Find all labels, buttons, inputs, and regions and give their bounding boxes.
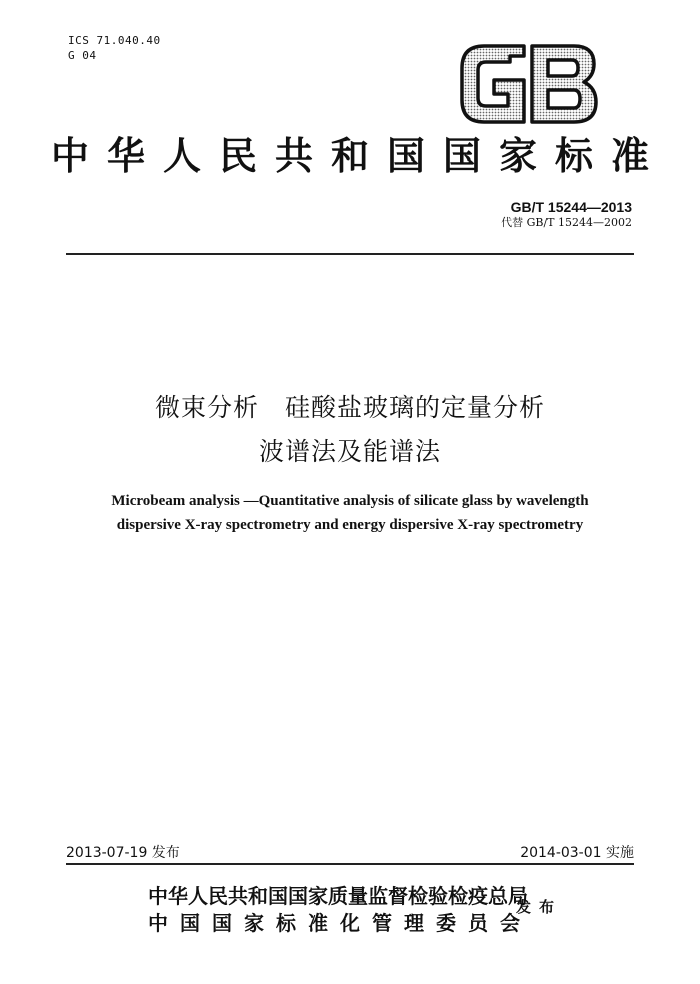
gb-logo-icon bbox=[458, 42, 599, 126]
ccs-code: G 04 bbox=[68, 49, 97, 62]
standard-number: GB/T 15244—2013 bbox=[510, 199, 632, 215]
footer-divider bbox=[66, 863, 634, 865]
english-title-line2: dispersive X-ray spectrometry and energy dispersive X-ray spectrometry bbox=[116, 517, 584, 533]
chinese-title bbox=[0, 386, 700, 474]
chinese-title-line1: 微束分析 硅酸盐玻璃的定量分析 bbox=[154, 393, 545, 422]
english-title bbox=[40, 489, 660, 537]
implementation-date: 2014-03-01 实施 bbox=[520, 845, 634, 861]
ics-code: ICS 71.040.40 bbox=[68, 34, 161, 47]
classification-codes bbox=[68, 33, 161, 63]
standard-number-block bbox=[501, 198, 632, 230]
standard-category: 中华人民共和国国家标准 bbox=[50, 133, 667, 178]
issuing-authorities bbox=[148, 883, 532, 937]
issuer-sac: 中国国家标准化管理委员会 bbox=[148, 911, 532, 935]
issuer-aqsiq: 中华人民共和国国家质量监督检验检疫总局 bbox=[148, 884, 528, 908]
header-divider bbox=[66, 253, 634, 255]
publish-label: 发布 bbox=[516, 898, 563, 916]
issue-date: 2013-07-19 发布 bbox=[66, 845, 180, 861]
chinese-title-line2: 波谱法及能谱法 bbox=[258, 437, 441, 466]
replaces-standard: 代替 GB/T 15244—2002 bbox=[501, 216, 632, 229]
english-title-line1: Microbeam analysis —Quantitative analysis of silicate glass by wavelength bbox=[111, 493, 589, 509]
